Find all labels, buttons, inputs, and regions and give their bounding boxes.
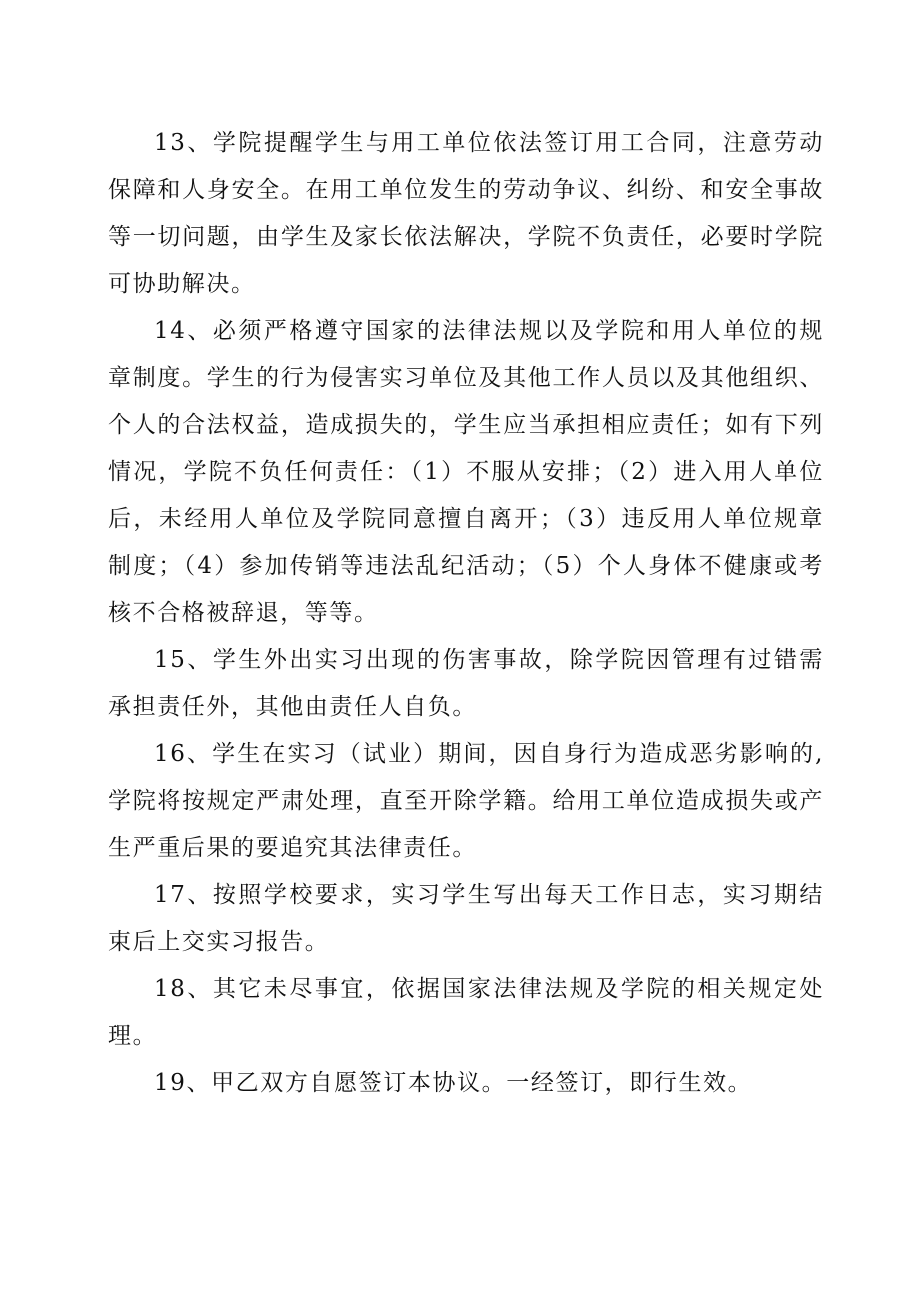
clause-14: 14、必须严格遵守国家的法律法规以及学院和用人单位的规章制度。学生的行为侵害实习单位及其他工作人员以及其他组织、个人的合法权益，造成损失的，学生应当承担相应责任；如有下列情况，学院不负任何责任：（1）不服从安排；（2）进入用人单位后，未经用人单位及学院同意擅自离开；（3）违反用人单位规章制度；（4）参加传销等违法乱纪活动；（5）个人身体不健康或考核不合格被辞退，等等。 <box>108 318 824 626</box>
clause-13: 13、学院提醒学生与用工单位依法签订用工合同，注意劳动保障和人身安全。在用工单位发生的劳动争议、纠纷、和安全事故等一切问题，由学生及家长依法解决，学院不负责任，必要时学院可协助解决。 <box>108 130 824 297</box>
clause-19: 19、甲乙双方自愿签订本协议。一经签订，即行生效。 <box>154 1070 753 1096</box>
clause-18: 18、其它未尽事宜，依据国家法律法规及学院的相关规定处理。 <box>108 976 824 1049</box>
clause-15: 15、学生外出实习出现的伤害事故，除学院因管理有过错需承担责任外，其他由责任人自负。 <box>108 647 824 720</box>
clause-17: 17、按照学校要求，实习学生写出每天工作日志，实习期结束后上交实习报告。 <box>108 882 824 955</box>
clause-16: 16、学生在实习（试业）期间，因自身行为造成恶劣影响的,学院将按规定严肃处理，直至开除学籍。给用工单位造成损失或产生严重后果的要追究其法律责任。 <box>108 741 824 861</box>
document-body <box>108 120 824 1107</box>
